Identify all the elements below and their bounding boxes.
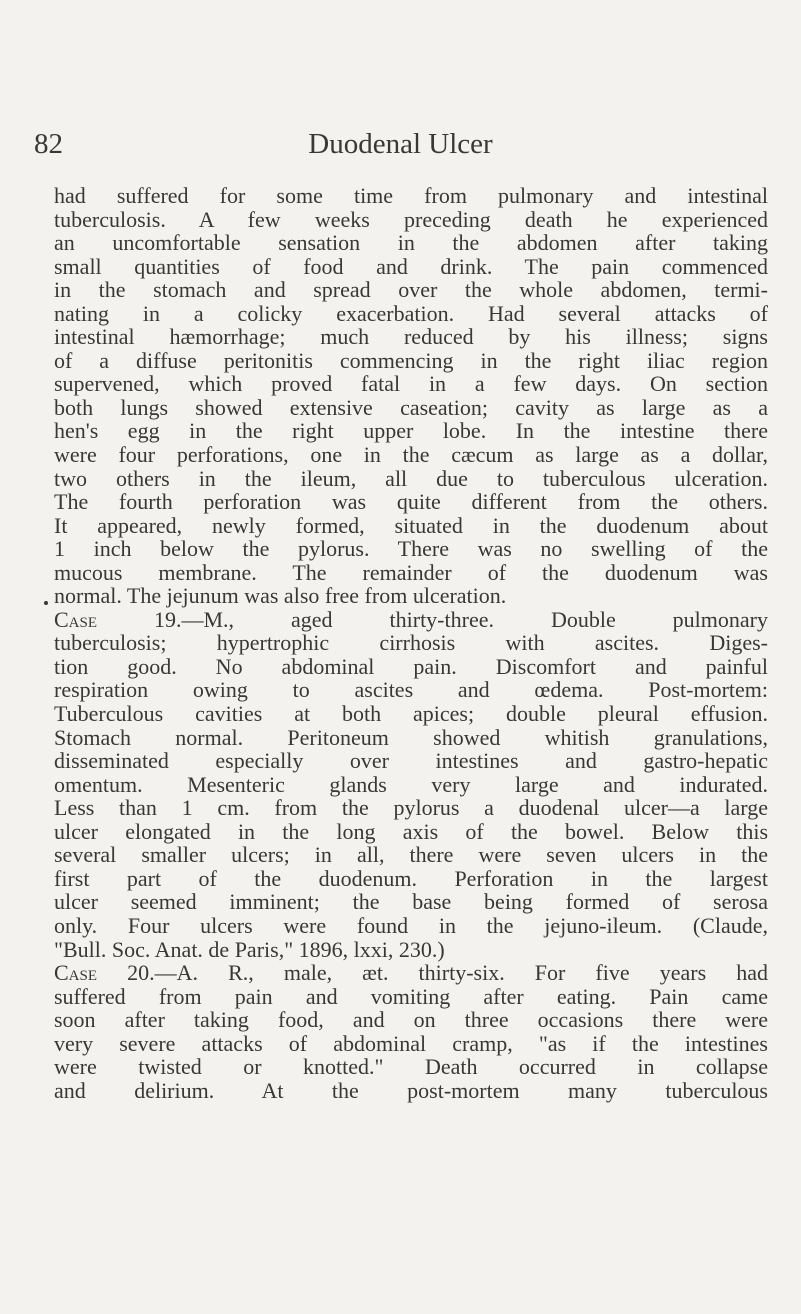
line-text: only. Four ulcers were found in the jejuno-ileum. (Claude, [54,912,768,938]
text-line [54,749,768,773]
text-line [54,890,768,914]
line-text: Less than 1 cm. from the pylorus a duodenal ulcer—a large [54,795,768,821]
line-text: normal. The jejunum was also free from ulceration. [54,583,507,609]
text-line [54,302,768,326]
line-text: supervened, which proved fatal in a few days. On section [54,371,768,397]
text-line [54,938,768,962]
text-line [54,561,768,585]
text-line [54,796,768,820]
text-line [54,1008,768,1032]
line-text: Stomach normal. Peritoneum showed whitish granulations, [54,724,768,750]
text-line [54,278,768,302]
running-header [0,124,801,164]
text-line [54,325,768,349]
line-text: were four perforations, one in the cæcum as large as a dollar, [54,442,768,468]
line-text: hen's egg in the right upper lobe. In the intestine there [54,418,768,444]
line-text: It appeared, newly formed, situated in the duodenum about [54,512,768,538]
text-line [54,231,768,255]
text-line [54,443,768,467]
text-line [54,419,768,443]
text-line [54,514,768,538]
line-text: disseminated especially over intestines and gastro-hepatic [54,748,768,774]
line-text: Tuberculous cavities at both apices; double pleural effusion. [54,701,768,727]
text-line [54,726,768,750]
line-text: 19.—M., aged thirty-three. Double pulmonary [97,606,768,632]
line-text: several smaller ulcers; in all, there were seven ulcers in the [54,842,768,868]
case-label: Case [54,960,98,986]
line-text: tuberculosis; hypertrophic cirrhosis with ascites. Diges- [54,630,768,656]
text-line [54,631,768,655]
line-text: respiration owing to ascites and œdema. Post-mortem: [54,677,768,703]
line-text: both lungs showed extensive caseation; cavity as large as a [54,394,768,420]
text-line [54,537,768,561]
text-line [54,655,768,679]
line-text: first part of the duodenum. Perforation in the largest [54,865,768,891]
line-text: omentum. Mesenteric glands very large and indurated. [54,771,768,797]
line-text: "Bull. Soc. Anat. de Paris," 1896, lxxi, 230.) [54,936,445,962]
line-text: 1 inch below the pylorus. There was no swelling of the [54,536,768,562]
line-text: mucous membrane. The remainder of the duodenum was [54,559,768,585]
text-line [54,702,768,726]
text-line [54,490,768,514]
line-text: The fourth perforation was quite different from the others. [54,489,768,515]
text-line [54,255,768,279]
text-line [54,678,768,702]
line-text: small quantities of food and drink. The pain commenced [54,253,768,279]
text-line [54,608,768,632]
text-line [54,914,768,938]
line-text: tion good. No abdominal pain. Discomfort and painful [54,653,768,679]
text-line [54,1032,768,1056]
stray-mark [44,601,48,605]
line-text: had suffered for some time from pulmonary and intestinal [54,183,768,208]
text-line [54,1079,768,1103]
line-text: nating in a colicky exacerbation. Had several attacks of [54,300,768,326]
line-text: ulcer seemed imminent; the base being formed of serosa [54,889,768,915]
line-text: in the stomach and spread over the whole abdomen, termi- [54,277,768,303]
line-text: ulcer elongated in the long axis of the bowel. Below this [54,818,768,844]
text-line [54,1055,768,1079]
case-label: Case [54,606,98,632]
line-text: an uncomfortable sensation in the abdomen after taking [54,230,768,256]
text-line [54,773,768,797]
text-line [54,985,768,1009]
page-number: 82 [34,128,63,160]
line-text: were twisted or knotted." Death occurred in collapse [54,1054,768,1080]
text-line [54,820,768,844]
text-line [54,843,768,867]
body-text [54,184,768,1102]
text-line [54,372,768,396]
running-title: Duodenal Ulcer [308,128,493,160]
line-text: intestinal hæmorrhage; much reduced by his illness; signs [54,324,768,350]
line-text: suffered from pain and vomiting after eating. Pain came [54,983,768,1009]
line-text: 20.—A. R., male, æt. thirty-six. For five years had [97,960,768,986]
text-line [54,584,768,608]
text-line [54,867,768,891]
line-text: of a diffuse peritonitis commencing in the right iliac region [54,347,768,373]
line-text: and delirium. At the post-mortem many tuberculous [54,1077,768,1103]
text-line [54,961,768,985]
text-line [54,208,768,232]
line-text: soon after taking food, and on three occasions there were [54,1007,768,1033]
line-text: two others in the ileum, all due to tuberculous ulceration. [54,465,768,491]
line-text: tuberculosis. A few weeks preceding death he experienced [54,206,768,232]
text-line [54,184,768,208]
text-line [54,467,768,491]
text-line [54,396,768,420]
text-line [54,349,768,373]
line-text: very severe attacks of abdominal cramp, "as if the intestines [54,1030,768,1056]
